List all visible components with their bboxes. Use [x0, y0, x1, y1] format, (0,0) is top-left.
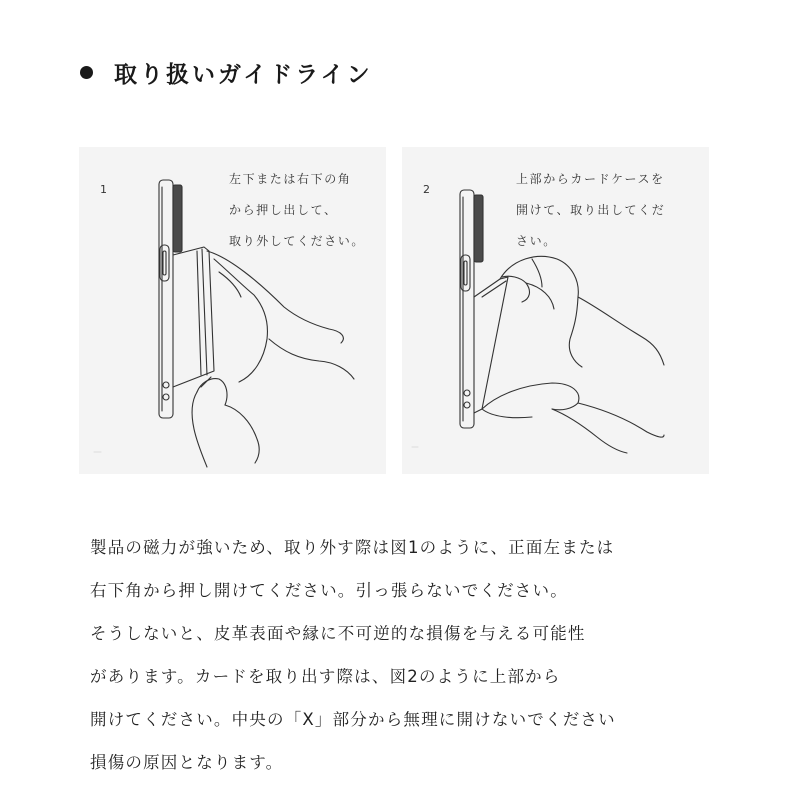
- figure-1: [79, 147, 386, 474]
- caption-line: 開けて、取り出してくだ: [516, 203, 666, 217]
- caption-line: 左下または右下の角: [229, 172, 352, 186]
- body-line: そうしないと、皮革表面や縁に不可逆的な損傷を与える可能性: [90, 624, 586, 643]
- figure-number: 2: [423, 183, 430, 196]
- body-line: 右下角から押し開けてください。引っ張らないでください。: [90, 581, 568, 600]
- caption-line: 取り外してください。: [229, 234, 366, 248]
- body-line: があります。カードを取り出す際は、図2のように上部から: [90, 667, 561, 686]
- caption-line: さい。: [516, 234, 557, 248]
- figure-number: 1: [100, 183, 107, 196]
- caption-line: から押し出して、: [229, 203, 338, 217]
- section-heading: [80, 56, 373, 89]
- figure-2: [402, 147, 709, 474]
- body-line: 損傷の原因となります。: [90, 753, 284, 772]
- caption-line: 上部からカードケースを: [516, 172, 665, 186]
- bullet-dot-icon: [80, 66, 93, 79]
- figure-caption: [229, 164, 386, 257]
- body-line: 開けてください。中央の「X」部分から無理に開けないでください: [90, 710, 616, 729]
- figure-caption: [516, 164, 696, 257]
- guideline-body: [90, 526, 780, 784]
- body-line: 製品の磁力が強いため、取り外す際は図1のように、正面左または: [90, 538, 615, 557]
- section-title: 取り扱いガイドライン: [114, 62, 373, 88]
